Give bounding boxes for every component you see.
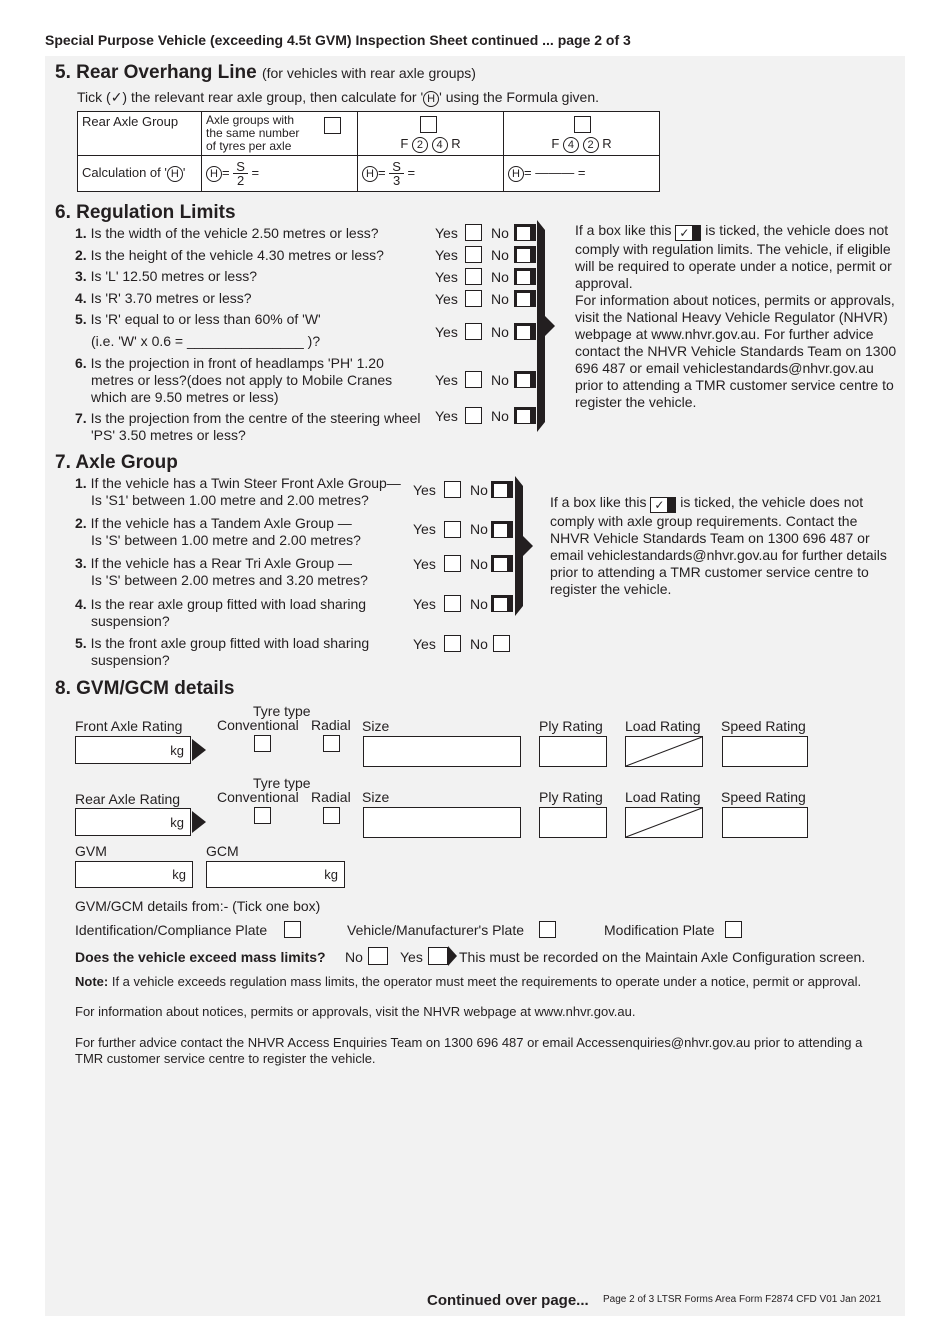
s6-q7-yes-checkbox[interactable] [465,407,482,424]
same-tyres-checkbox[interactable] [324,117,341,134]
s7-q3-yes-label: Yes [413,556,436,572]
rear-conventional-checkbox[interactable] [254,807,271,824]
info-1: For information about notices, permits or approvals, visit the NHVR webpage at www.nhvr.gov.au. [75,1004,636,1019]
calc3-h: H [362,166,378,182]
s6-q5-formula[interactable]: (i.e. 'W' x 0.6 = _______________ )? [91,333,321,349]
calc3-fraction [389,160,404,187]
front-radial-label: Radial [311,717,351,733]
calc3-denom: 3 [392,173,401,188]
s7-note-a: If a box like this [550,494,647,510]
s6-q6-num: 6. [75,355,87,371]
s6-q4-no-checkbox[interactable] [514,290,536,307]
rear-axle-kg: kg [170,815,184,830]
s7-q1-no-label: No [470,482,488,498]
s6-q1-no-label: No [491,225,509,241]
s6-q5-text: Is 'R' equal to or less than 60% of 'W' [90,311,321,327]
s6-q6 [75,355,415,406]
f4-2r-circle-a: 4 [563,137,579,153]
s6-q1-yes-checkbox[interactable] [465,224,482,241]
calc2-eq: = [222,164,230,180]
f4-2r-r: R [602,136,612,151]
opt-modification-checkbox[interactable] [725,921,742,938]
calc3-eq: = [378,164,386,180]
rear-radial-label: Radial [311,789,351,805]
s6-q5 [75,311,435,328]
s7-q2-text-a: If the vehicle has a Tandem Axle Group — [90,515,352,531]
s7-note-example-box [650,497,676,513]
front-conventional-checkbox[interactable] [254,735,271,752]
mass-yes-checkbox[interactable] [428,947,448,965]
f4-2r-checkbox[interactable] [574,116,591,133]
s7-q3-no-checkbox[interactable] [491,555,513,572]
mass-no-checkbox[interactable] [368,947,388,965]
s6-title: 6. Regulation Limits [55,202,236,223]
rear-tyre-type-label: Tyre type [253,775,311,791]
s6-q7-yes-label: Yes [435,408,458,424]
rear-size-input[interactable] [363,807,521,838]
calc2-denom: 2 [236,173,245,188]
s7-bracket-arrow-icon [515,476,539,616]
s7-q3-text-a: If the vehicle has a Rear Tri Axle Group — [90,555,353,571]
s5-instruction-b: ' using the Formula given. [439,89,600,105]
s6-q1-no-checkbox[interactable] [514,224,536,241]
calc4-h: H [508,166,524,182]
s6-q4-num: 4. [75,290,87,306]
s6-q7-num: 7. [75,410,87,426]
s6-q7 [75,410,435,444]
s7-q1-text-b: Is 'S1' between 1.00 metre and 2.00 metres? [91,492,369,508]
f2-4r-circle-a: 2 [412,137,428,153]
calc2-numer: S [233,160,248,174]
calc-label-end: ' [182,165,186,180]
s6-q2-num: 2. [75,247,87,263]
front-size-input[interactable] [363,736,521,767]
s5-title: 5. Rear Overhang Line [55,62,257,83]
gvm-input[interactable] [75,861,193,888]
front-size-label: Size [362,718,390,734]
s6-q4-yes-label: Yes [435,291,458,307]
s7-q3-text-b: Is 'S' between 2.00 metres and 3.20 metres? [91,572,368,588]
front-axle-arrow-icon [192,739,206,761]
continued-label: Continued over page... [427,1292,589,1309]
calc-cell-3[interactable] [358,156,504,192]
s7-note-box-fill [667,498,675,512]
s6-q5-no-checkbox[interactable] [514,323,536,340]
s6-q2-no-checkbox[interactable] [514,246,536,263]
gcm-kg: kg [324,867,338,882]
s6-q5-no-label: No [491,324,509,340]
s7-q1-text-a: If the vehicle has a Twin Steer Front Axle Group— [90,475,401,491]
col-f4-2r [504,112,660,156]
s6-q2 [75,247,435,264]
s6-q4-text: Is 'R' 3.70 metres or less? [90,290,252,306]
s7-q5-text: Is the front axle group fitted with load sharing suspension? [90,635,370,668]
s5-instruction [77,89,599,107]
s8-title: 8. GVM/GCM details [55,678,235,699]
s6-q2-no-label: No [491,247,509,263]
calc2-fraction [233,160,248,187]
rear-load-input[interactable] [625,807,703,838]
mass-footnote-text: If a vehicle exceeds regulation mass limits, the operator must meet the requirements to operate under a notice, permit or approval. [111,974,862,989]
f2-4r-f: F [400,136,409,151]
s6-q3-num: 3. [75,268,87,284]
info-2: For further advice contact the NHVR Access Enquiries Team on 1300 696 487 or email Accessenquiries@nhvr.gov.au prior to attending a TMR customer service centre to register the vehicle. [75,1035,863,1066]
s6-note-b: is ticked, the vehicle does not comply with regulation limits. The vehicle, if eligible will be required to operate under a notice, permit or approval. [575,222,892,291]
front-axle-label: Front Axle Rating [75,718,183,734]
s6-q1-text: Is the width of the vehicle 2.50 metres or less? [90,225,379,241]
f4-2r-circle-b: 2 [583,137,599,153]
s7-q4-no-label: No [470,596,488,612]
s7-q3-no-label: No [470,556,488,572]
front-axle-kg: kg [170,743,184,758]
s6-q2-text: Is the height of the vehicle 4.30 metres or less? [90,247,384,263]
s6-bracket-arrow-icon [537,220,561,432]
s7-q2-no-label: No [470,521,488,537]
mass-footnote [75,974,885,990]
f2-4r-circle-b: 4 [432,137,448,153]
col-rear-axle-group: Rear Axle Group [78,112,202,156]
front-speed-input[interactable] [722,736,808,767]
s7-q5-yes-checkbox[interactable] [444,635,461,652]
f4-2r-label [508,136,655,153]
s7-q2-no-checkbox[interactable] [491,521,513,538]
s6-note [575,222,897,411]
f4-2r-f: F [551,136,560,151]
s7-q5 [75,635,395,669]
rear-overhang-table [77,111,660,192]
s7-q2-yes-label: Yes [413,521,436,537]
rear-axle-arrow-icon [192,811,206,833]
rear-load-label: Load Rating [625,789,701,805]
mass-question: Does the vehicle exceed mass limits? [75,949,326,965]
rear-radial-checkbox[interactable] [323,807,340,824]
col-same-tyres [202,112,358,156]
gvm-label: GVM [75,843,107,859]
s7-q5-no-checkbox[interactable] [493,635,510,652]
rear-conventional-label: Conventional [217,789,299,805]
s6-note-a: If a box like this [575,222,672,238]
front-radial-checkbox[interactable] [323,735,340,752]
s6-q5-num: 5. [75,311,87,327]
f2-4r-checkbox[interactable] [420,116,437,133]
s7-q5-no-label: No [470,636,488,652]
s7-note-tick: ✓ [654,498,665,512]
opt-compliance-checkbox[interactable] [284,921,301,938]
gvm-kg: kg [172,867,186,882]
rear-ply-input[interactable] [539,807,607,838]
s7-q4-no-checkbox[interactable] [491,595,513,612]
opt-manufacturer-checkbox[interactable] [539,921,556,938]
calc-cell-2[interactable] [202,156,358,192]
s5-instruction-a: Tick (✓) the relevant rear axle group, then calculate for ' [77,89,424,105]
opt-compliance-label: Identification/Compliance Plate [75,922,268,938]
s5-heading [55,62,476,84]
s7-q5-num: 5. [75,635,87,651]
h-symbol: H [423,91,439,107]
calc4-blank: ——— [535,165,575,180]
s6-q6-text: Is the projection in front of headlamps 'PH' 1.20 metres or less?(does not apply to Mobile Cranes which are 9.50 metres or less) [90,355,393,405]
s6-note-example-box [675,225,701,241]
opt-manufacturer-label: Vehicle/Manufacturer's Plate [347,922,524,938]
rear-axle-rating-input[interactable] [75,808,191,836]
mass-note: This must be recorded on the Maintain Axle Configuration screen. [459,949,866,965]
s6-q3-yes-checkbox[interactable] [465,268,482,285]
s7-note [550,494,898,598]
form-panel [45,56,905,1316]
s7-q4-yes-checkbox[interactable] [444,595,461,612]
s6-note-tick: ✓ [679,226,690,240]
s6-q7-no-label: No [491,408,509,424]
s7-title: 7. Axle Group [55,452,178,473]
calc4-eq: = [524,165,532,180]
s7-q4-text: Is the rear axle group fitted with load sharing suspension? [90,596,367,629]
mass-no-label: No [345,949,363,965]
col-f2-4r [358,112,504,156]
calc2-h: H [206,166,222,182]
mass-footnote-label: Note: [75,974,109,989]
rear-speed-input[interactable] [722,807,808,838]
s6-note-box-fill [692,226,700,240]
s7-q4 [75,596,395,630]
rear-speed-label: Speed Rating [721,789,806,805]
s6-q4-no-label: No [491,291,509,307]
s6-q5-yes-checkbox[interactable] [465,323,482,340]
front-axle-rating-input[interactable] [75,736,191,764]
s7-q2-text-b: Is 'S' between 1.00 metre and 2.00 metres? [91,532,361,548]
front-ply-label: Ply Rating [539,718,603,734]
calc4-eq-tail: = [577,165,586,180]
s6-q7-no-checkbox[interactable] [514,407,536,424]
calc-label-text: Calculation of ' [82,165,167,180]
s7-note-b: is ticked, the vehicle does not comply with axle group requirements. Contact the NHVR Vehicle Standards Team on 1300 696 487 or email vehiclestandards@nhvr.gov.au for further details prior to attending a TMR customer service centre to register the vehicle. [550,494,887,597]
footer-meta: Page 2 of 3 LTSR Forms Area Form F2874 CFD V01 Jan 2021 [603,1294,882,1305]
s6-q3-no-label: No [491,269,509,285]
mass-yes-label: Yes [400,949,423,965]
f2-4r-r: R [451,136,461,151]
s7-q1-yes-label: Yes [413,482,436,498]
s6-q6-no-checkbox[interactable] [514,371,536,388]
calc3-numer: S [389,160,404,174]
calc-cell-4[interactable] [504,156,660,192]
s7-q3-yes-checkbox[interactable] [444,555,461,572]
s7-q2-num: 2. [75,515,87,531]
col-same-tyres-label: Axle groups with the same number of tyres per axle [206,113,300,153]
s6-q3 [75,268,435,285]
s7-q1-num: 1. [75,475,87,491]
rear-size-label: Size [362,789,390,805]
s6-q7-text: Is the projection from the centre of the steering wheel 'PS' 3.50 metres or less? [90,410,421,443]
front-load-input[interactable] [625,736,703,767]
s6-q1-num: 1. [75,225,87,241]
front-speed-label: Speed Rating [721,718,806,734]
calc2-eq-tail: = [251,164,260,180]
s6-q1 [75,225,435,242]
s7-q3-num: 3. [75,555,87,571]
s6-note-c: For information about notices, permits or approvals, visit the National Heavy Vehicle Regulator (NHVR) webpage at www.nhvr.gov.au. For further advice contact the NHVR Vehicle Standards Team on 1300 696 487 or email vehiclestandards@nhvr.gov.au prior to attending a TMR customer service centre to register the vehicle. [575,292,897,410]
s7-q2 [75,515,415,549]
front-conventional-label: Conventional [217,717,299,733]
s6-q6-yes-checkbox[interactable] [465,371,482,388]
s7-q1-yes-checkbox[interactable] [444,481,461,498]
s7-q3 [75,555,415,589]
s7-q5-yes-label: Yes [413,636,436,652]
rear-ply-label: Ply Rating [539,789,603,805]
calc-h-symbol: H [167,166,183,182]
page-header: Special Purpose Vehicle (exceeding 4.5t GVM) Inspection Sheet continued ... page 2 of 3 [45,32,631,48]
gcm-input[interactable] [206,861,345,888]
front-tyre-type-label: Tyre type [253,703,311,719]
s7-q2-yes-checkbox[interactable] [444,521,461,538]
s6-q5-yes-label: Yes [435,324,458,340]
s6-q2-yes-checkbox[interactable] [465,246,482,263]
f2-4r-label [362,136,499,153]
rear-axle-label: Rear Axle Rating [75,791,181,807]
details-from-label: GVM/GCM details from:- (Tick one box) [75,898,321,914]
s6-q1-yes-label: Yes [435,225,458,241]
opt-modification-label: Modification Plate [604,922,715,938]
s6-q3-no-checkbox[interactable] [514,268,536,285]
front-ply-input[interactable] [539,736,607,767]
gcm-label: GCM [206,843,239,859]
s6-q4 [75,290,435,307]
calc-row-label [78,156,202,192]
s7-q4-yes-label: Yes [413,596,436,612]
s7-q4-num: 4. [75,596,87,612]
s6-q6-yes-label: Yes [435,372,458,388]
mass-yes-arrow-icon [448,946,457,966]
s6-q3-text: Is 'L' 12.50 metres or less? [90,268,257,284]
s7-q1-no-checkbox[interactable] [491,481,513,498]
calc3-eq-tail: = [407,164,416,180]
s6-q3-yes-label: Yes [435,269,458,285]
s6-q2-yes-label: Yes [435,247,458,263]
s5-subtitle: (for vehicles with rear axle groups) [261,65,476,81]
s7-q1 [75,475,415,509]
front-load-label: Load Rating [625,718,701,734]
s6-q6-no-label: No [491,372,509,388]
s6-q4-yes-checkbox[interactable] [465,290,482,307]
